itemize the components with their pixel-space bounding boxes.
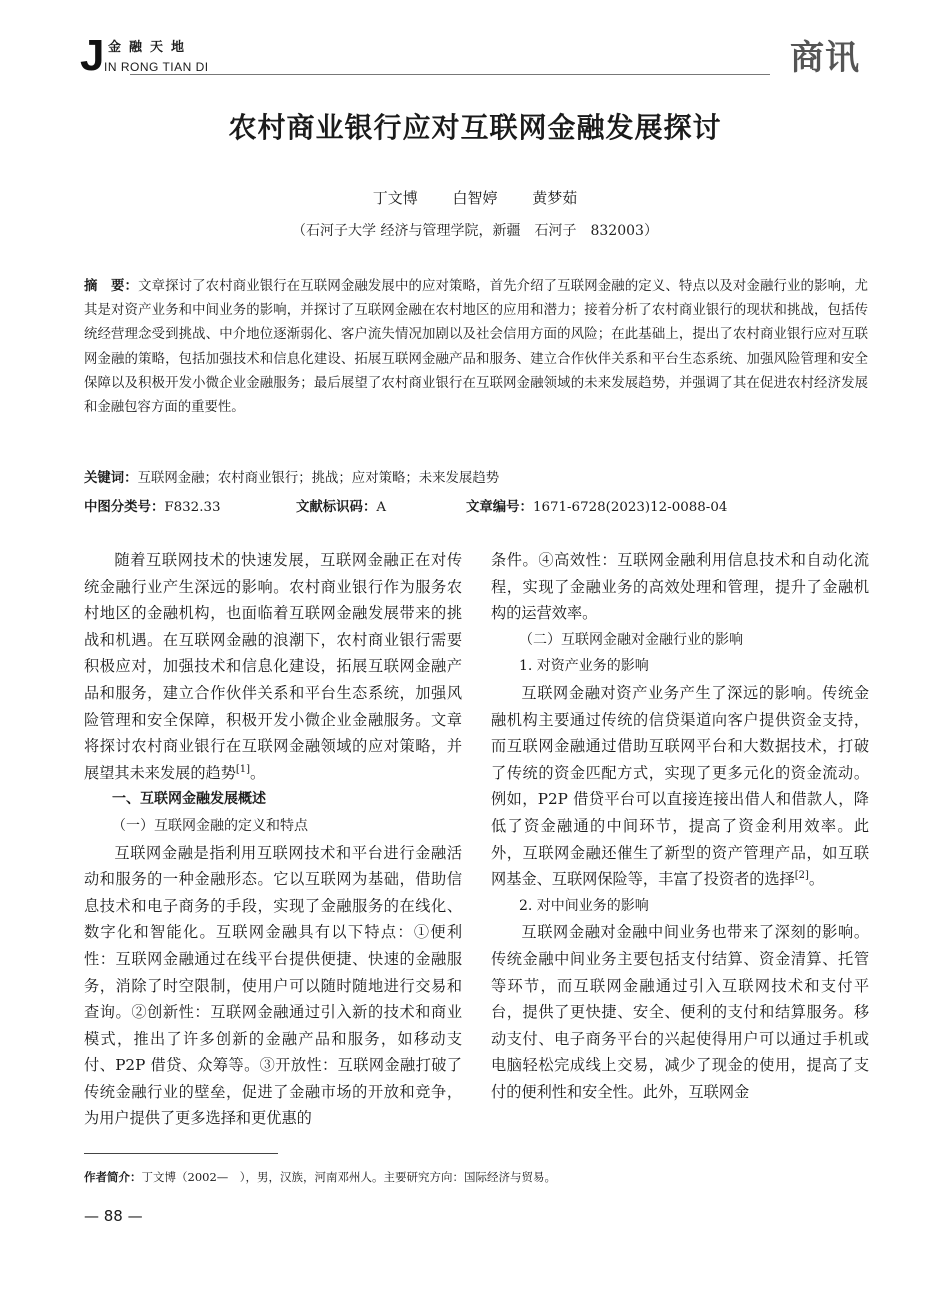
author-name: 丁文博 <box>372 189 418 207</box>
article-title: 农村商业银行应对互联网金融发展探讨 <box>228 111 722 144</box>
subsection-heading: 2. 对中间业务的影响 <box>519 897 649 914</box>
author-list <box>0 187 950 209</box>
paragraph: 互联网金融是指利用互联网技术和平台进行金融活动和服务的一种金融形态。它以互联网为基础，借助信息技术和电子商务的手段，实现了金融服务的在线化、数字化和智能化。互联网金融具有以下特点：①便利性：互联网金融通过在线平台提供便捷、快速的金融服务，消除了时空限制，使用户可以随时随地进行交易和查询。②创新性：互联网金融通过引入新的技术和商业模式，推出了许多创新的金融产品和服务，如移动支付、P2P 借贷、众筹等。③开放性：互联网金融打破了传统金融行业的壁垒，促进了金融市场的开放和竞争，为用户提供了更多选择和更优惠的 <box>84 843 462 1128</box>
paragraph: 互联网金融对资产业务产生了深远的影响。传统金融机构主要通过传统的信贷渠道向客户提供资金支持，而互联网金融通过借助互联网平台和大数据技术，打破了传统的资金匹配方式，实现了更多元化的资金流动。例如，P2P 借贷平台可以直接连接出借人和借款人，降低了资金融通的中间环节，提高了资金利用效率。此外，互联网金融还催生了新型的资产管理产品，如互联网基金、互联网保险等，丰富了投资者的选择[2]。 <box>491 683 869 889</box>
keywords-label: 关键词： <box>84 471 138 486</box>
citation: [2] <box>794 870 809 882</box>
abstract-text: 文章探讨了农村商业银行在互联网金融发展中的应对策略，首先介绍了互联网金融的定义、特点以及对金融行业的影响，尤其是对资产业务和中间业务的影响，并探讨了互联网金融在农村地区的应用和潜力；接着分析了农村商业银行的现状和挑战，包括传统经营理念受到挑战、中介地位逐渐弱化、客户流失情况加剧以及社会信用方面的风险；在此基础上，提出了农村商业银行应对互联网金融的策略，包括加强技术和信息化建设、拓展互联网金融产品和服务、建立合作伙伴关系和平台生态系统、加强风险管理和安全保障以及积极开发小微企业金融服务；最后展望了农村商业银行在互联网金融领域的未来发展趋势，并强调了其在促进农村经济发展和金融包容方面的重要性。 <box>84 279 868 416</box>
section-heading: 一、互联网金融发展概述 <box>112 791 266 808</box>
journal-logo-letter: J <box>80 31 105 80</box>
author-footnote <box>84 1168 556 1186</box>
paragraph: 随着互联网技术的快速发展，互联网金融正在对传统金融行业产生深远的影响。农村商业银行作为服务农村地区的金融机构，也面临着互联网金融发展带来的挑战和机遇。在互联网金融的浪潮下，农村商业银行需要积极应对，加强技术和信息化建设，拓展互联网金融产品和服务，建立合作伙伴关系和平台生态系统，加强风险管理和安全保障，积极开发小微企业金融服务。文章将探讨农村商业银行在互联网金融领域的应对策略，并展望其未来发展的趋势[1]。 <box>84 551 462 782</box>
keywords-text: 互联网金融；农村商业银行；挑战；应对策略；未来发展趋势 <box>137 471 500 486</box>
abstract-label: 摘 要： <box>84 279 139 294</box>
subsection-heading: （一）互联网金融的定义和特点 <box>112 817 308 834</box>
clc-number <box>84 497 221 519</box>
author-affiliation: （石河子大学 经济与管理学院，新疆 石河子 832003） <box>292 223 658 239</box>
paragraph: 互联网金融对金融中间业务也带来了深刻的影响。传统金融中间业务主要包括支付结算、资金清算、托管等环节，而互联网金融通过引入互联网技术和支付平台，提供了更快捷、安全、便利的支付和结算服务。移动支付、电子商务平台的兴起使得用户可以通过手机或电脑轻松完成线上交易，减少了现金的使用，提高了支付的便利性和安全性。此外，互联网金 <box>491 923 869 1101</box>
keywords <box>84 468 868 490</box>
article-number <box>466 497 727 519</box>
footnote-divider <box>84 1153 278 1154</box>
citation: [1] <box>235 763 251 775</box>
abstract <box>84 275 868 420</box>
doc-code-label: 文献标识码： <box>296 500 377 515</box>
subsection-heading: （二）互联网金融对金融行业的影响 <box>519 631 743 648</box>
article-number-label: 文章编号： <box>466 500 533 515</box>
document-code <box>296 497 386 519</box>
author-name: 白智婷 <box>452 189 498 207</box>
page-number: — 88 — <box>84 1207 143 1225</box>
clc-label: 中图分类号： <box>84 500 165 515</box>
body-column-right <box>491 547 869 1105</box>
article-number-value: 1671-6728(2023)12-0088-04 <box>532 500 728 515</box>
doc-code-value: A <box>376 500 387 515</box>
subsection-heading: 1. 对资产业务的影响 <box>519 658 649 675</box>
footnote-text: 丁文博（2002— ），男，汉族，河南邓州人。主要研究方向：国际经济与贸易。 <box>141 1170 557 1184</box>
clc-value: F832.33 <box>164 500 221 515</box>
journal-logo-english: IN RONG TIAN DI <box>104 60 209 74</box>
journal-logo-chinese: 金融天地 <box>108 40 193 55</box>
header-divider <box>130 74 770 75</box>
footnote-label: 作者简介： <box>84 1170 142 1184</box>
body-column-left <box>84 547 462 1132</box>
author-name: 黄梦茹 <box>532 189 578 207</box>
paragraph: 条件。④高效性：互联网金融利用信息技术和自动化流程，实现了金融业务的高效处理和管理，提升了金融机构的运营效率。 <box>491 551 869 623</box>
section-tag: 商讯 <box>790 38 860 78</box>
